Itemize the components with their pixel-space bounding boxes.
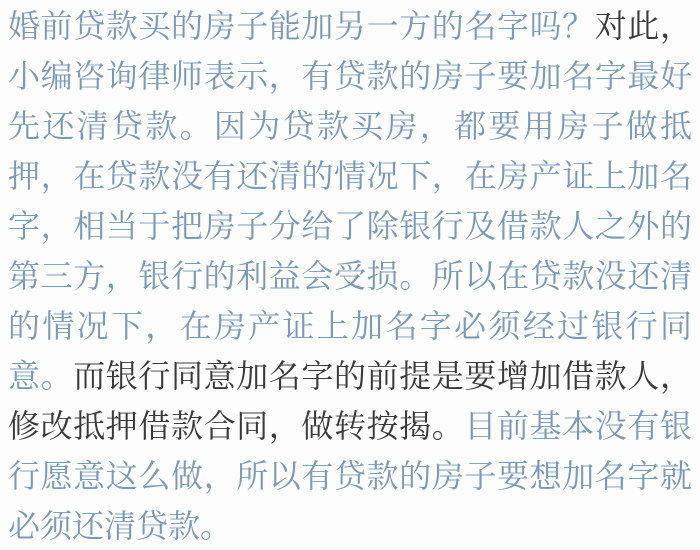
- text-line: [8, 201, 692, 251]
- highlighted-text-segment: 第三方，银行的利益会受损。所以在贷款没还清: [8, 258, 692, 294]
- text-line: [8, 401, 692, 451]
- text-line: [8, 251, 692, 301]
- plain-text-segment: 修改抵押借款合同，做转按揭。: [8, 408, 465, 444]
- highlighted-text-segment: 先还清贷款。因为贷款买房，都要用房子做抵: [8, 108, 692, 144]
- plain-text-segment: 对此，: [594, 8, 692, 44]
- text-line: [8, 51, 692, 101]
- text-line: [8, 151, 692, 201]
- text-line: [8, 301, 692, 351]
- text-line: [8, 1, 692, 51]
- plain-text-segment: 而银行同意加名字的前提是要增加借款人，: [73, 358, 692, 394]
- text-line: [8, 501, 692, 550]
- highlighted-text-segment: 的情况下，在房产证上加名字必须经过银行同: [8, 308, 692, 344]
- highlighted-text-segment: 小编咨询律师表示，有贷款的房子要加名字最好: [8, 58, 692, 94]
- text-line: [8, 451, 692, 501]
- highlighted-text-segment: 意。: [8, 358, 74, 394]
- highlighted-text-segment: 押，在贷款没有还清的情况下，在房产证上加名: [8, 158, 692, 194]
- text-line: [8, 101, 692, 151]
- highlighted-text-segment: 字，相当于把房子分给了除银行及借款人之外的: [8, 208, 692, 244]
- highlighted-text-segment: 行愿意这么做，所以有贷款的房子要想加名字就: [8, 458, 692, 494]
- highlighted-text-segment: 必须还清贷款。: [8, 508, 233, 544]
- highlighted-text-segment: 目前基本没有银: [464, 408, 692, 444]
- highlighted-text-segment: 婚前贷款买的房子能加另一方的名字吗？: [8, 8, 595, 44]
- text-line: [8, 351, 692, 401]
